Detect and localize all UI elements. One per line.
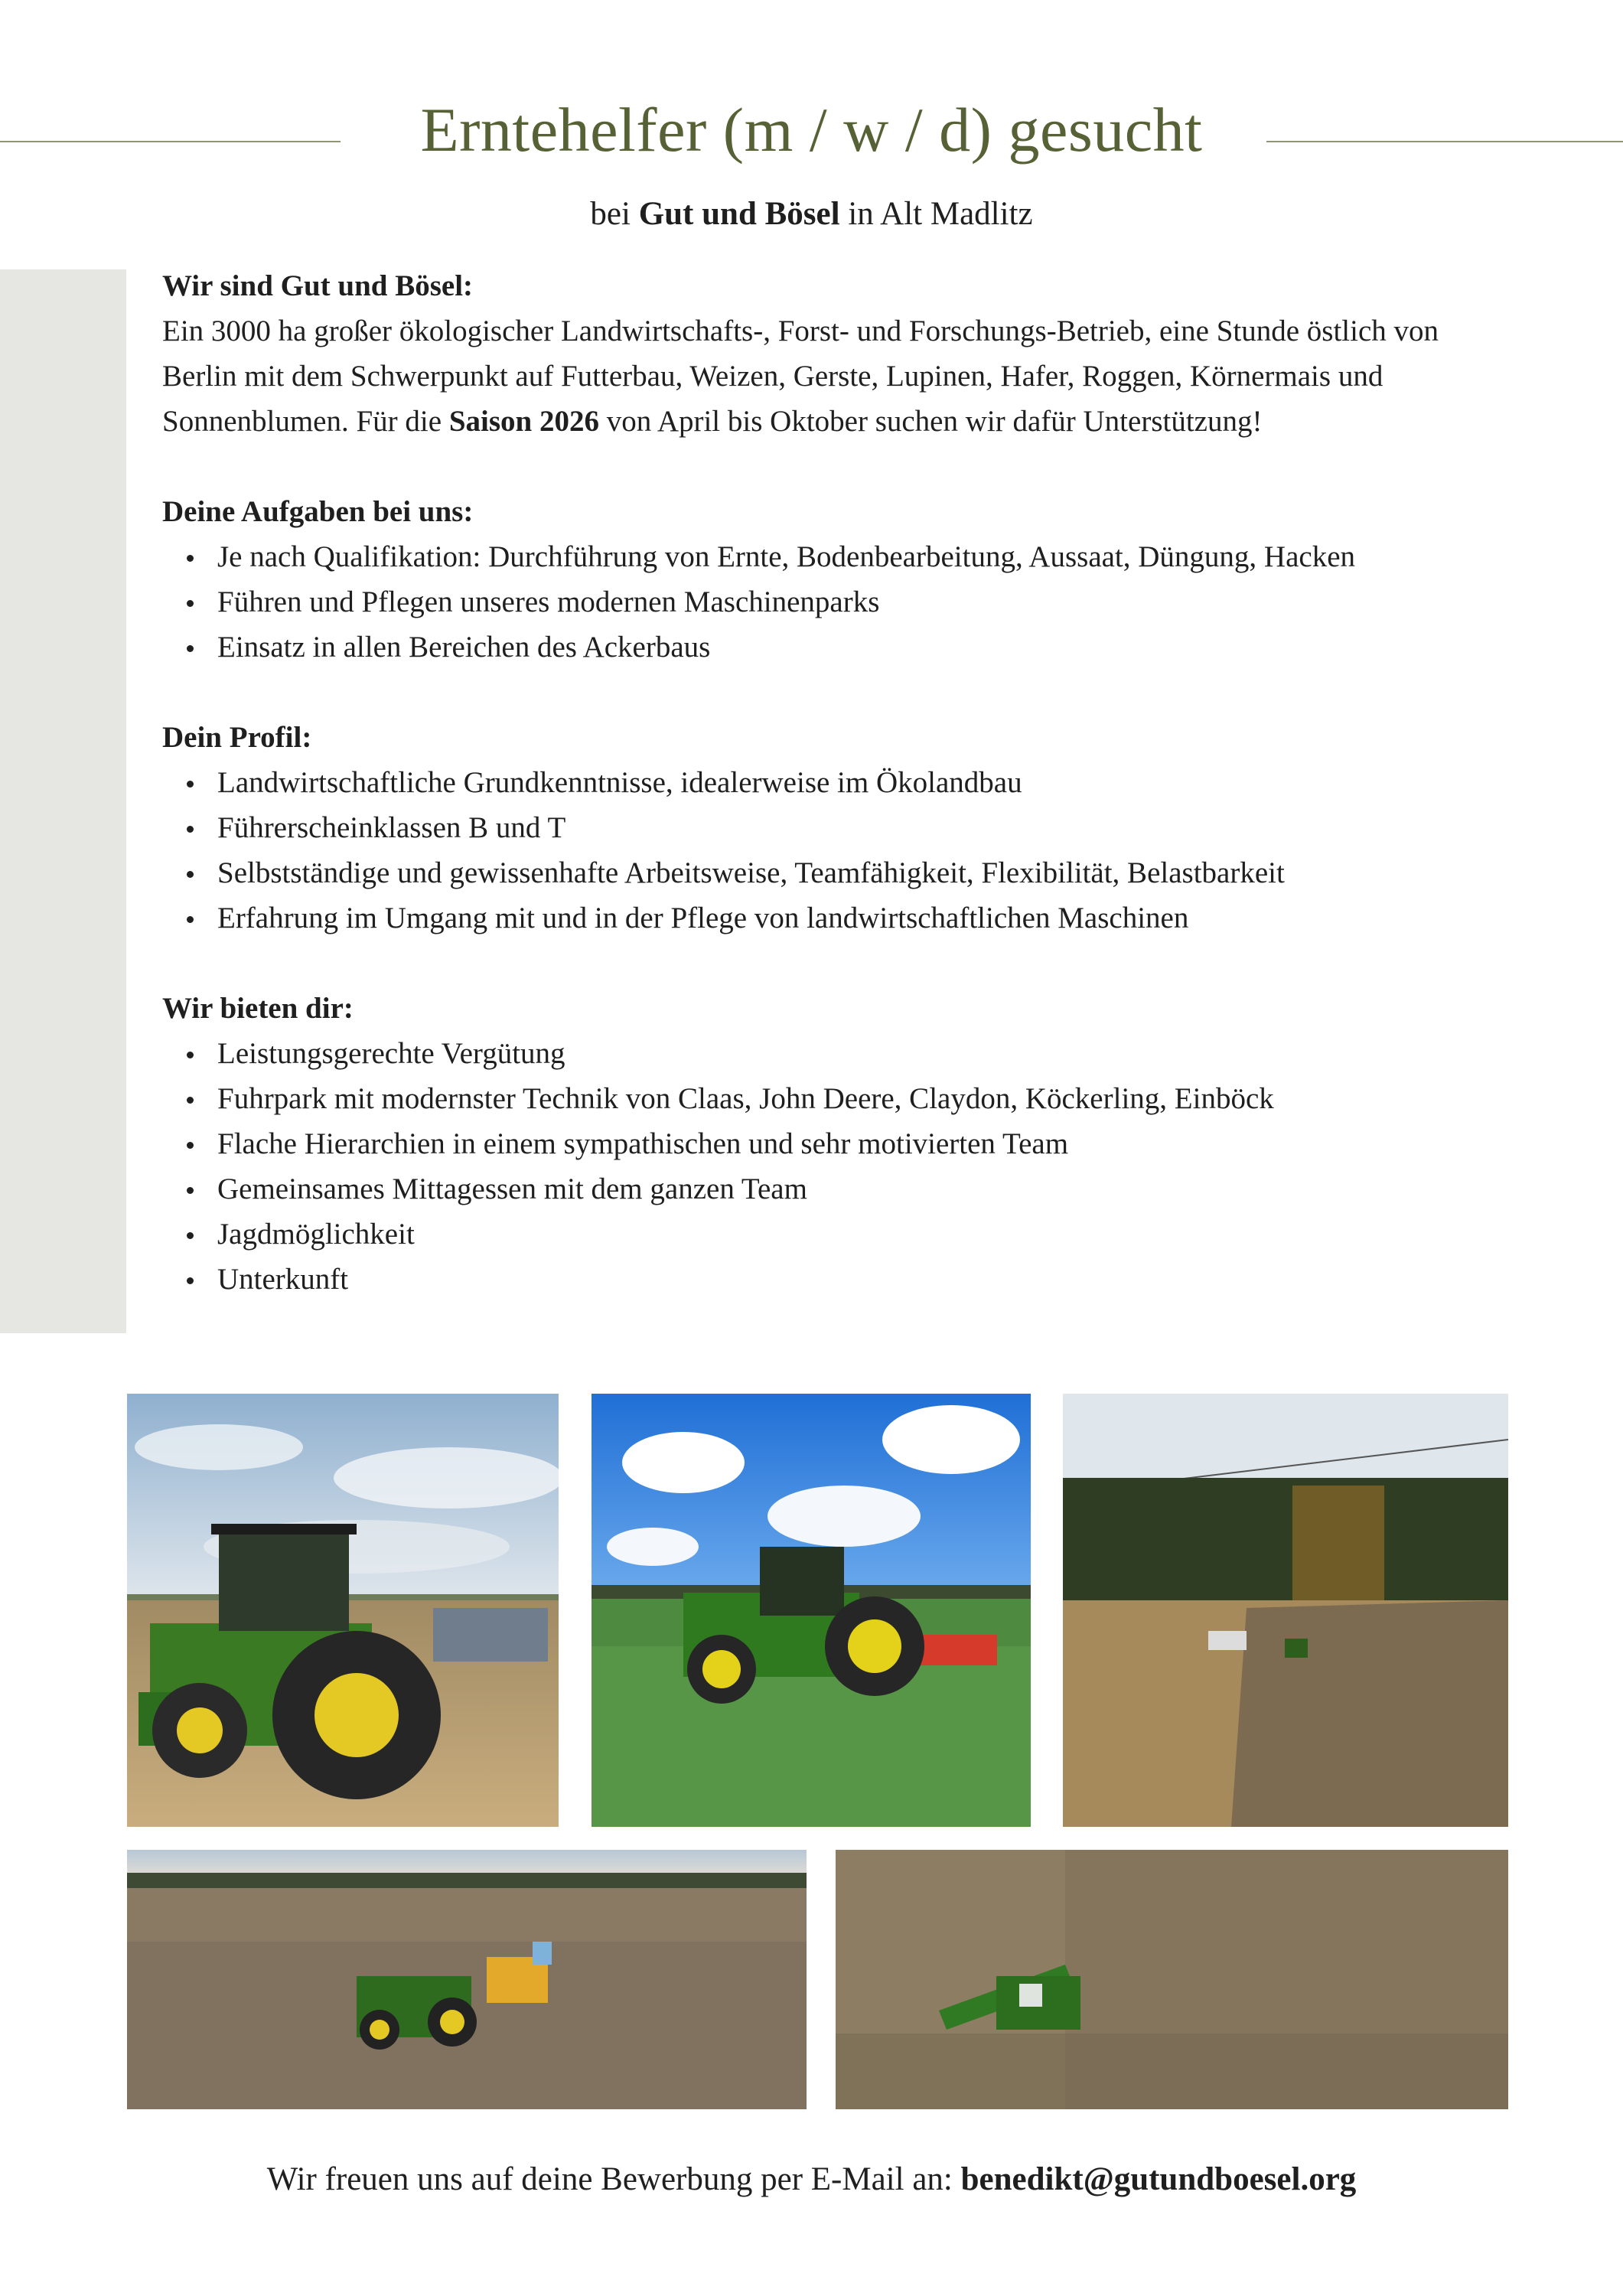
offer-section: [162, 986, 1494, 1302]
about-text: [162, 308, 1494, 444]
list-item: Flache Hierarchien in einem sympathischen und sehr motivierten Team: [217, 1121, 1494, 1166]
subtitle-suffix: in Alt Madlitz: [848, 196, 1033, 232]
offer-heading: Wir bieten dir:: [162, 992, 354, 1025]
footer-text: Wir freuen uns auf deine Bewerbung per E-Mail an:: [266, 2161, 953, 2197]
company-name: Gut und Bösel: [638, 196, 840, 232]
profile-section: [162, 715, 1494, 941]
photo-tractor-seeder-aerial: [127, 1850, 807, 2109]
tasks-list: [162, 534, 1494, 670]
subtitle-prefix: bei: [590, 196, 631, 232]
tasks-section: [162, 489, 1494, 670]
list-item: Führen und Pflegen unseres modernen Maschinenparks: [217, 579, 1494, 625]
photo-tractor-green-field: [592, 1394, 1031, 1827]
contact-email[interactable]: benedikt@gutundboesel.org: [960, 2161, 1357, 2197]
about-heading: Wir sind Gut und Bösel:: [162, 269, 474, 302]
side-accent-bar: [0, 269, 126, 1333]
job-description: [162, 263, 1494, 1347]
list-item: Erfahrung im Umgang mit und in der Pflege von landwirtschaftlichen Maschinen: [217, 895, 1494, 941]
list-item: Selbstständige und gewissenhafte Arbeitsweise, Teamfähigkeit, Flexibilität, Belastbarkeit: [217, 850, 1494, 895]
about-text-part: Ein 3000 ha großer ökologischer Landwirtschafts-, Forst- und Forschungs-Betrieb, eine Stunde östlich von Berlin mit dem Schwerpunkt auf Futterbau, Weizen, Gerste, Lupinen, Hafer, Roggen, Körnermais und Sonnenblumen. Für die: [162, 315, 1439, 438]
list-item: Gemeinsames Mittagessen mit dem ganzen Team: [217, 1166, 1494, 1212]
photo-tractor-stubble-field: [127, 1394, 559, 1827]
profile-list: [162, 760, 1494, 941]
page-subtitle: [0, 191, 1623, 237]
list-item: Landwirtschaftliche Grundkenntnisse, idealerweise im Ökolandbau: [217, 760, 1494, 805]
photo-combine-harvester-aerial: [836, 1850, 1508, 2109]
list-item: Unterkunft: [217, 1257, 1494, 1302]
list-item: Je nach Qualifikation: Durchführung von Ernte, Bodenbearbeitung, Aussaat, Düngung, Hacken: [217, 534, 1494, 579]
profile-heading: Dein Profil:: [162, 721, 312, 754]
page-title: Erntehelfer (m / w / d) gesucht: [420, 95, 1203, 165]
about-text-part: von April bis Oktober suchen wir dafür Unterstützung!: [606, 405, 1263, 438]
list-item: Leistungsgerechte Vergütung: [217, 1031, 1494, 1076]
photo-harvest-aerial-forest: [1063, 1394, 1508, 1827]
list-item: Fuhrpark mit modernster Technik von Claas, John Deere, Claydon, Köckerling, Einböck: [217, 1076, 1494, 1121]
offer-list: [162, 1031, 1494, 1302]
season-highlight: Saison 2026: [448, 405, 599, 438]
list-item: Einsatz in allen Bereichen des Ackerbaus: [217, 625, 1494, 670]
list-item: Jagdmöglichkeit: [217, 1212, 1494, 1257]
about-section: [162, 263, 1494, 444]
list-item: Führerscheinklassen B und T: [217, 805, 1494, 850]
contact-footer: [0, 2157, 1623, 2203]
tasks-heading: Deine Aufgaben bei uns:: [162, 495, 474, 528]
